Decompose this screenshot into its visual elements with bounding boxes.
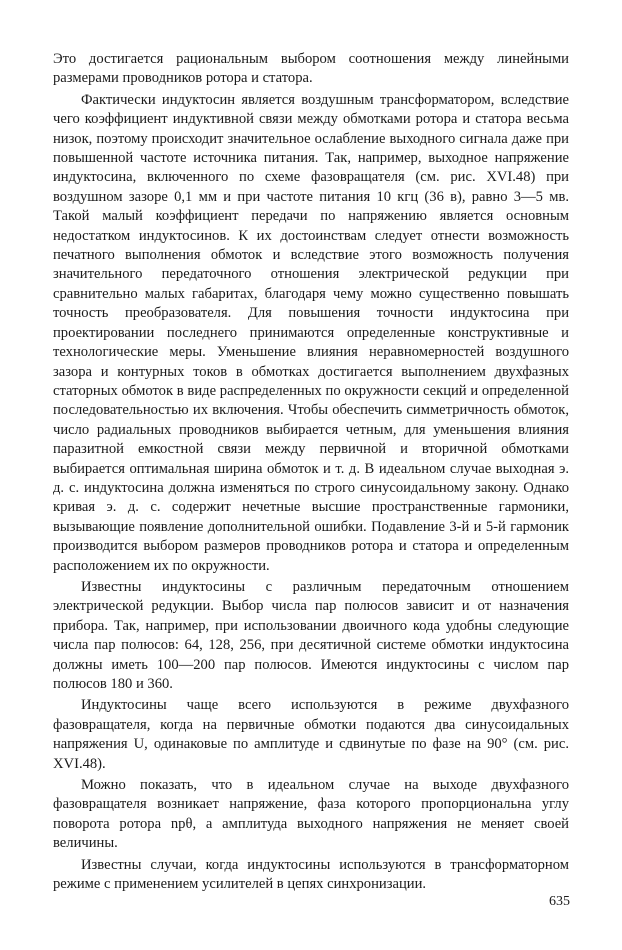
paragraph-ideal-output: Можно показать, что в идеальном случае на выходе двухфазного фазовращателя возникает напряжение, фаза которого пропорциональна углу поворота ротора npθ, а амплитуда выходного напряжения не меняет своей величины. xyxy=(53,777,569,852)
paragraph-phase-shifter-mode: Индуктосины чаще всего используются в режиме двухфазного фазовращателя, когда на первичные обмотки подаются два синусоидальных напряжения U, одинаковые по амплитуде и сдвинутые по фазе на 90° (см. рис. XVI.48). xyxy=(53,697,569,772)
page-body xyxy=(53,50,569,894)
paragraph-reduction-ratio: Известны индуктосины с различным передаточным отношением электрической редукции. Выбор числа пар полюсов зависит и от назначения прибора. Так, например, при использовании двоичного кода удобны следующие числа пар полюсов: 64, 128, 256, при десятичной системе обмотки индуктосина должны иметь 100—200 пар полюсов. Имеются индуктосины с числом пар полюсов 180 и 360. xyxy=(53,578,569,692)
paragraph-transformer-mode: Известны случаи, когда индуктосины используются в трансформаторном режиме с применением усилителей в цепях синхронизации. xyxy=(53,856,569,893)
page-number: 635 xyxy=(549,894,570,909)
paragraph-continuation: Это достигается рациональным выбором соотношения между линейными размерами проводников ротора и статора. xyxy=(53,51,569,87)
paragraph-inductosin-transformer: Фактически индуктосин является воздушным трансформатором, вследствие чего коэффициент индуктивной связи между обмотками ротора и статора весьма низок, поэтому происходит значительное ослабление выходного сигнала даже при повышенной частоте источника питания. Так, например, выходное напряжение индуктосина, включенного по схеме фазовращателя (см. рис. XVI.48) при воздушном зазоре 0,1 мм и при частоте питания 10 кгц (36 в), равно 3—5 мв. Такой малый коэффициент передачи по напряжению является основным недостатком индуктосинов. К их достоинствам следует отнести возможность печатного выполнения обмоток и вследствие этого возможность получения значительного передаточного отношения электрической редукции при сравнительно малых габаритах, благодаря чему можно существенно повышать точность преобразователя. Для повышения точности индуктосина при проектировании последнего принимаются определенные конструктивные и технологические меры. Уменьшение влияния неравномерностей воздушного зазора и контурных токов в обмотках достигается выполнением двухфазных статорных обмоток в виде распределенных по окружности секций и определенной последовательностью их включения. Чтобы обеспечить симметричность обмоток, число радиальных проводников выбирается четным, для уменьшения влияния паразитной емкостной связи между первичной и вторичной обмотками выбирается оптимальная ширина обмоток и т. д. В идеальном случае выходная э. д. с. индуктосина должна изменяться по строго синусоидальному закону. Однако кривая э. д. с. содержит нечетные высшие пространственные гармоники, вызывающие появление дополнительной ошибки. Подавление 3-й и 5-й гармоник производится выбором размеров проводников ротора и статора и определенным расположением их по окружности. xyxy=(53,91,569,574)
